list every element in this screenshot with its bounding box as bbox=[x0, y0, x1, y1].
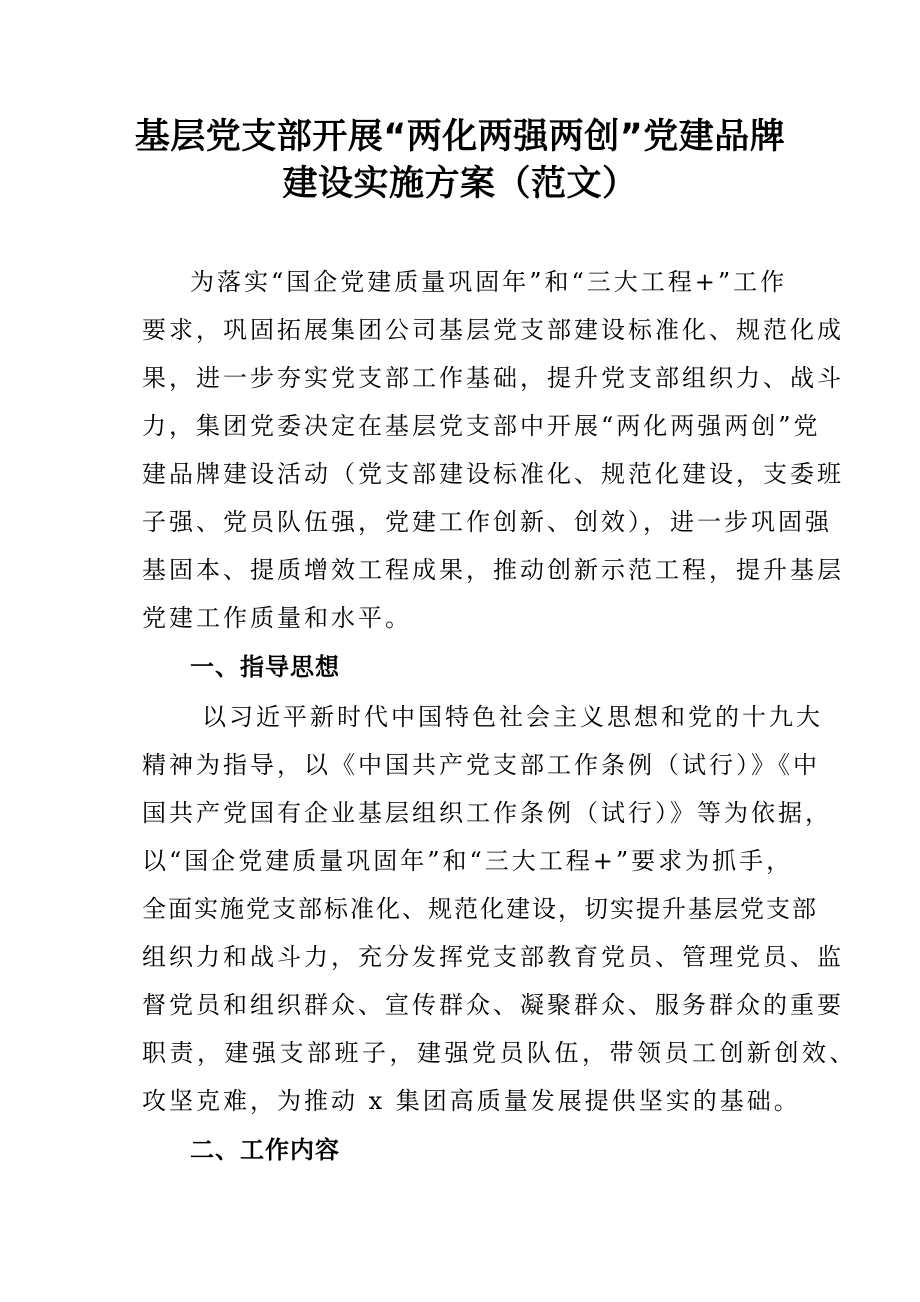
paragraph-line: 全面实施党支部标准化、规范化建设，切实提升基层党支部 bbox=[142, 895, 818, 923]
intro-line: 子强、党员队伍强，党建工作创新、创效），进一步巩固强 bbox=[142, 508, 832, 536]
intro-line: 基固本、提质增效工程成果，推动创新示范工程，提升基层 bbox=[142, 556, 844, 584]
intro-line: 党建工作质量和水平。 bbox=[142, 604, 412, 632]
paragraph-line: 督党员和组织群众、宣传群众、凝聚群众、服务群众的重要 bbox=[142, 991, 844, 1019]
intro-line: 力，集团党委决定在基层党支部中开展“两化两强两创”党 bbox=[142, 412, 821, 440]
intro-line: 建品牌建设活动（党支部建设标准化、规范化建设，支委班 bbox=[142, 460, 844, 488]
intro-line: 果，进一步夯实党支部工作基础，提升党支部组织力、战斗 bbox=[142, 364, 844, 392]
section-heading-work-content: 二、工作内容 bbox=[190, 1136, 340, 1164]
paragraph-line: 职责，建强支部班子，建强党员队伍，带领员工创新创效、 bbox=[142, 1039, 857, 1067]
document-title-line-1: 基层党支部开展“两化两强两创”党建品牌 bbox=[134, 117, 786, 157]
paragraph-line: 国共产党国有企业基层组织工作条例（试行）》等为依据， bbox=[142, 799, 832, 827]
paragraph-line: 以习近平新时代中国特色社会主义思想和党的十九大 bbox=[202, 703, 823, 731]
paragraph-line: 以“国企党建质量巩固年”和“三大工程+”要求为抓手， bbox=[142, 847, 794, 875]
paragraph-line: 攻坚克难，为推动 x 集团高质量发展提供坚实的基础。 bbox=[142, 1087, 801, 1115]
document-title-line-2: 建设实施方案（范文） bbox=[282, 164, 638, 204]
paragraph-line: 精神为指导，以《中国共产党支部工作条例（试行）》《中 bbox=[142, 751, 820, 779]
paragraph-line: 组织力和战斗力，充分发挥党支部教育党员、管理党员、监 bbox=[142, 943, 844, 971]
section-heading-guiding-ideology: 一、指导思想 bbox=[190, 653, 340, 681]
intro-line: 为落实“国企党建质量巩固年”和“三大工程+”工作 bbox=[190, 268, 788, 296]
intro-line: 要求，巩固拓展集团公司基层党支部建设标准化、规范化成 bbox=[142, 316, 844, 344]
